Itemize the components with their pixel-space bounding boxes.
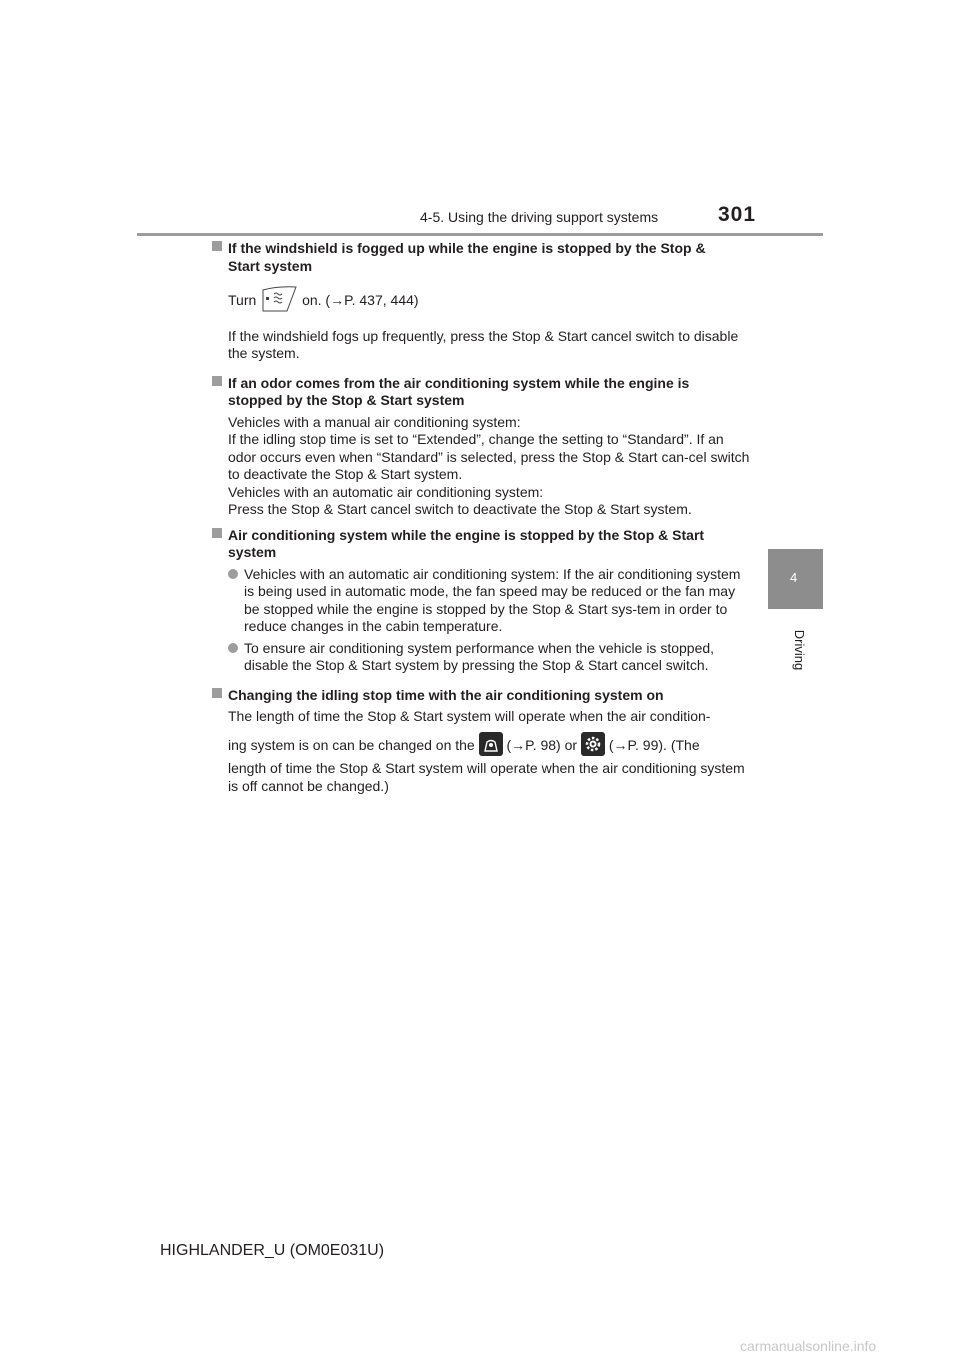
paragraph: If the idling stop time is set to “Extended”, change the setting to “Standard”. If an odor occurs even when “Standard” is selected, press the Stop & Start can-cel switch to deactivate the Stop & Start system. xyxy=(228,431,750,482)
bullet-text: To ensure air conditioning system performance when the vehicle is stopped, disable the Stop & Start system by pressing the Stop & Start cancel switch. xyxy=(244,639,715,673)
paragraph-text: ing system is on can be changed on the xyxy=(228,736,475,753)
bullet-item xyxy=(212,640,750,675)
square-bullet-icon xyxy=(212,376,222,386)
paragraph: If the windshield fogs up frequently, press the Stop & Start cancel switch to disable the system. xyxy=(228,327,739,361)
section-heading xyxy=(212,527,750,562)
square-bullet-icon xyxy=(212,688,222,698)
heading-line: If the windshield is fogged up while the engine is stopped by the Stop & xyxy=(228,240,706,256)
chapter-tab-number: 4 xyxy=(790,570,798,585)
section-heading xyxy=(212,375,750,410)
heading-line: Air conditioning system while the engine is stopped by the Stop & Start xyxy=(228,526,705,543)
heading-line: If an odor comes from the air conditioning system while the engine is xyxy=(228,374,690,391)
section-header-title: 4-5. Using the driving support systems xyxy=(420,209,659,225)
vehicle-settings-icon xyxy=(479,732,503,761)
square-bullet-icon xyxy=(212,528,222,538)
square-bullet-icon xyxy=(212,241,222,251)
header-rule xyxy=(137,233,823,236)
page-content xyxy=(212,240,750,795)
paragraph: Vehicles with a manual air conditioning system: xyxy=(228,413,521,430)
section-heading xyxy=(212,687,750,705)
paragraph-line: The length of time the Stop & Start system will operate when the air condition- xyxy=(228,708,711,724)
paragraph-line-icons xyxy=(228,732,750,761)
section-heading xyxy=(212,240,750,275)
turn-text: Turn xyxy=(228,291,257,308)
paragraph: Vehicles with an automatic air conditioning system: xyxy=(228,483,544,500)
windshield-defogger-icon xyxy=(260,285,298,318)
paragraph: Press the Stop & Start cancel switch to deactivate the Stop & Start system. xyxy=(228,501,692,517)
heading-line: Changing the idling stop time with the air conditioning system on xyxy=(228,686,664,703)
watermark: carmanualsonline.info xyxy=(740,1338,877,1354)
round-bullet-icon xyxy=(228,569,238,579)
page-number: 301 xyxy=(718,203,757,226)
paragraph-text: (→P. 99). (The xyxy=(608,736,700,753)
paragraph-text: (→P. 98) or xyxy=(506,736,578,753)
heading-line: Start system xyxy=(228,257,313,274)
turn-page-ref: on. (→P. 437, 444) xyxy=(302,291,419,308)
chapter-tab-label: Driving xyxy=(792,629,807,671)
bullet-text: Vehicles with an automatic air conditioning system: If the air conditioning system is being used in automatic mode, the fan speed may be reduced or the fan may be stopped while the engine is stopped by the Stop & Start sys-tem in order to reduce changes in the cabin temperature. xyxy=(244,565,741,634)
paragraph-line: length of time the Stop & Start system will operate when the air conditioning system is off cannot be changed.) xyxy=(228,760,745,794)
paragraph xyxy=(212,708,750,795)
gear-icon xyxy=(581,732,605,761)
bullet-item xyxy=(212,566,750,636)
round-bullet-icon xyxy=(228,643,238,653)
heading-line: stopped by the Stop & Start system xyxy=(228,392,465,408)
model-footer: HIGHLANDER_U (OM0E031U) xyxy=(160,1242,385,1259)
heading-line: system xyxy=(228,544,277,560)
turn-instruction xyxy=(212,285,750,318)
